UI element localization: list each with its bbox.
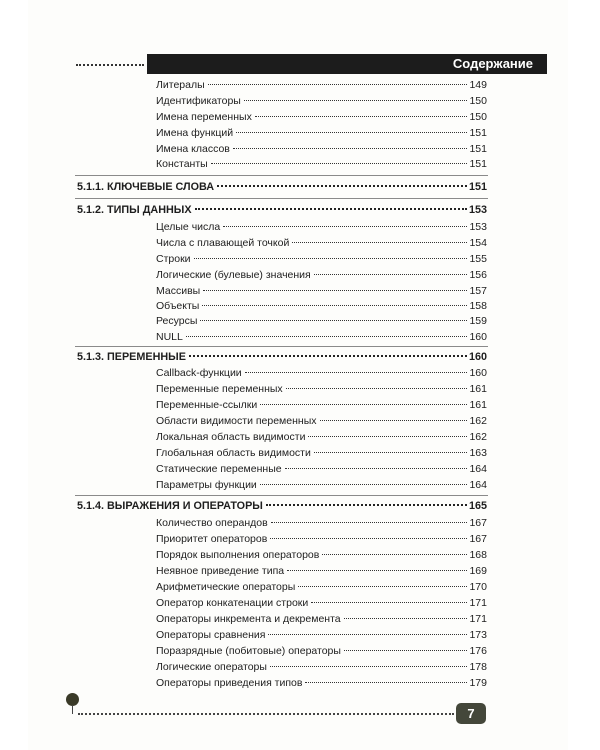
leader-dots: [260, 484, 468, 485]
leader-dots: [202, 305, 467, 306]
toc-entry-title: Области видимости переменных: [156, 415, 317, 427]
toc-entry-page: 164: [469, 463, 487, 475]
leader-dots: [208, 84, 468, 85]
leader-dots: [211, 163, 468, 164]
toc-entry-page: 158: [469, 300, 487, 312]
toc-entry-page: 155: [469, 253, 487, 265]
toc-entry-page: 149: [469, 79, 487, 91]
section-separator: [75, 198, 488, 199]
toc-entry-page: 179: [469, 677, 487, 689]
toc-entry-title: NULL: [156, 331, 183, 343]
leader-dots: [270, 538, 467, 539]
toc-entry: [156, 629, 487, 641]
toc-entry-title: Поразрядные (побитовые) операторы: [156, 645, 341, 657]
toc-entry-page: 170: [469, 581, 487, 593]
footer-dotted-rule: [78, 713, 454, 715]
toc-section-page: 165: [468, 500, 487, 512]
toc-entry: [156, 597, 487, 609]
toc-entry-title: Строки: [156, 253, 191, 265]
toc-entry-page: 151: [469, 127, 487, 139]
leader-dots: [233, 148, 468, 149]
leader-dots: [189, 355, 467, 357]
toc-entry: [156, 95, 487, 107]
toc-entry-page: 151: [469, 158, 487, 170]
leader-dots: [285, 468, 468, 469]
toc-entry: [156, 143, 487, 155]
toc-entry: [156, 645, 487, 657]
header-dotted-rule: [76, 64, 144, 66]
section-separator: [75, 175, 488, 176]
leader-dots: [245, 372, 468, 373]
toc-entry-page: 162: [469, 431, 487, 443]
page-header-title: Содержание: [147, 54, 547, 74]
toc-entry-page: 173: [469, 629, 487, 641]
leader-dots: [320, 420, 468, 421]
toc-entry-page: 156: [469, 269, 487, 281]
toc-entry: [156, 315, 487, 327]
toc-entry: [156, 331, 487, 343]
toc-entry-title: Литералы: [156, 79, 205, 91]
toc-section-title: 5.1.4. ВЫРАЖЕНИЯ И ОПЕРАТОРЫ: [77, 500, 263, 512]
toc-section-page: 151: [468, 181, 487, 193]
toc-entry: [156, 479, 487, 491]
toc-entry-title: Переменные переменных: [156, 383, 283, 395]
toc-entry: [156, 269, 487, 281]
toc-entry: [156, 127, 487, 139]
toc-entry-page: 164: [469, 479, 487, 491]
toc-entry-page: 167: [469, 517, 487, 529]
toc-entry: [156, 581, 487, 593]
leader-dots: [223, 226, 467, 227]
toc-entry-title: Количество операндов: [156, 517, 268, 529]
leader-dots: [292, 242, 467, 243]
toc-section: [77, 351, 487, 363]
toc-entry-page: 162: [469, 415, 487, 427]
leader-dots: [217, 185, 467, 187]
leader-dots: [200, 320, 467, 321]
toc-entry-page: 160: [469, 367, 487, 379]
leader-dots: [244, 100, 468, 101]
toc-entry-title: Операторы приведения типов: [156, 677, 303, 689]
toc-entry: [156, 79, 487, 91]
toc-entry-page: 153: [469, 221, 487, 233]
toc-section: [77, 500, 487, 512]
toc-entry: [156, 661, 487, 673]
leader-dots: [266, 504, 467, 506]
toc-entry: [156, 253, 487, 265]
toc-entry-page: 150: [469, 111, 487, 123]
toc-entry-title: Порядок выполнения операторов: [156, 549, 320, 561]
leader-dots: [186, 336, 468, 337]
toc-entry-title: Переменные-ссылки: [156, 399, 258, 411]
toc-entry: [156, 549, 487, 561]
toc-entry: [156, 221, 487, 233]
toc-entry: [156, 533, 487, 545]
leader-dots: [286, 388, 468, 389]
toc-entry: [156, 285, 487, 297]
toc-entry-page: 176: [469, 645, 487, 657]
toc-entry-title: Локальная область видимости: [156, 431, 306, 443]
leader-dots: [195, 208, 467, 210]
leader-dots: [260, 404, 467, 405]
toc-entry: [156, 399, 487, 411]
toc-entry: [156, 431, 487, 443]
toc-entry-title: Callback-функции: [156, 367, 242, 379]
toc-entry: [156, 367, 487, 379]
toc-entry-page: 151: [469, 143, 487, 155]
leader-dots: [298, 586, 467, 587]
toc-entry: [156, 237, 487, 249]
toc-entry-title: Операторы инкремента и декремента: [156, 613, 341, 625]
leader-dots: [255, 116, 468, 117]
toc-entry-title: Объекты: [156, 300, 200, 312]
toc-entry-page: 169: [469, 565, 487, 577]
toc-entry: [156, 383, 487, 395]
toc-entry-page: 161: [469, 383, 487, 395]
toc-entry-title: Глобальная область видимости: [156, 447, 311, 459]
toc-entry-title: Операторы сравнения: [156, 629, 266, 641]
toc-entry-page: 150: [469, 95, 487, 107]
toc-entry: [156, 300, 487, 312]
toc-section: [77, 204, 487, 216]
toc-section-title: 5.1.2. ТИПЫ ДАННЫХ: [77, 204, 192, 216]
leader-dots: [305, 682, 467, 683]
toc-entry: [156, 111, 487, 123]
toc-entry-page: 157: [469, 285, 487, 297]
leader-dots: [308, 436, 467, 437]
section-separator: [75, 346, 488, 347]
footer-stem: [72, 705, 73, 714]
toc-entry: [156, 158, 487, 170]
toc-entry-page: 178: [469, 661, 487, 673]
toc-entry-title: Логические (булевые) значения: [156, 269, 311, 281]
leader-dots: [194, 258, 468, 259]
toc-entry: [156, 463, 487, 475]
leader-dots: [314, 452, 468, 453]
toc-entry-title: Имена классов: [156, 143, 230, 155]
toc-entry-page: 171: [469, 613, 487, 625]
toc-entry-title: Параметры функции: [156, 479, 257, 491]
section-separator: [75, 495, 488, 496]
leader-dots: [287, 570, 467, 571]
leader-dots: [268, 634, 467, 635]
toc-entry-title: Логические операторы: [156, 661, 267, 673]
toc-entry-page: 171: [469, 597, 487, 609]
leader-dots: [311, 602, 467, 603]
toc-entry-page: 161: [469, 399, 487, 411]
toc-entry: [156, 677, 487, 689]
toc-section-title: 5.1.3. ПЕРЕМЕННЫЕ: [77, 351, 186, 363]
leader-dots: [314, 274, 468, 275]
toc-entry-page: 160: [469, 331, 487, 343]
toc-entry-page: 159: [469, 315, 487, 327]
toc-entry-title: Статические переменные: [156, 463, 282, 475]
toc-entry-title: Целые числа: [156, 221, 221, 233]
toc-entry-page: 163: [469, 447, 487, 459]
toc-entry-title: Приоритет операторов: [156, 533, 268, 545]
toc-entry-title: Оператор конкатенации строки: [156, 597, 309, 609]
toc-entry-title: Идентификаторы: [156, 95, 241, 107]
toc-entry-title: Числа с плавающей точкой: [156, 237, 290, 249]
toc-section-page: 160: [468, 351, 487, 363]
toc-entry: [156, 415, 487, 427]
leader-dots: [270, 666, 468, 667]
toc-section-page: 153: [468, 204, 487, 216]
toc-entry: [156, 565, 487, 577]
toc-entry-page: 154: [469, 237, 487, 249]
leader-dots: [236, 132, 467, 133]
toc-entry: [156, 447, 487, 459]
leader-dots: [203, 290, 467, 291]
toc-entry-page: 168: [469, 549, 487, 561]
toc-entry-title: Константы: [156, 158, 208, 170]
page-number-badge: 7: [456, 703, 486, 724]
toc-entry: [156, 517, 487, 529]
toc-entry-page: 167: [469, 533, 487, 545]
toc-entry-title: Имена функций: [156, 127, 234, 139]
leader-dots: [271, 522, 468, 523]
leader-dots: [322, 554, 467, 555]
toc-section: [77, 181, 487, 193]
toc-entry-title: Арифметические операторы: [156, 581, 296, 593]
leader-dots: [344, 650, 468, 651]
toc-entry: [156, 613, 487, 625]
toc-section-title: 5.1.1. КЛЮЧЕВЫЕ СЛОВА: [77, 181, 215, 193]
leader-dots: [344, 618, 468, 619]
toc-entry-title: Имена переменных: [156, 111, 252, 123]
toc-entry-title: Ресурсы: [156, 315, 198, 327]
toc-entry-title: Массивы: [156, 285, 201, 297]
toc-entry-title: Неявное приведение типа: [156, 565, 285, 577]
